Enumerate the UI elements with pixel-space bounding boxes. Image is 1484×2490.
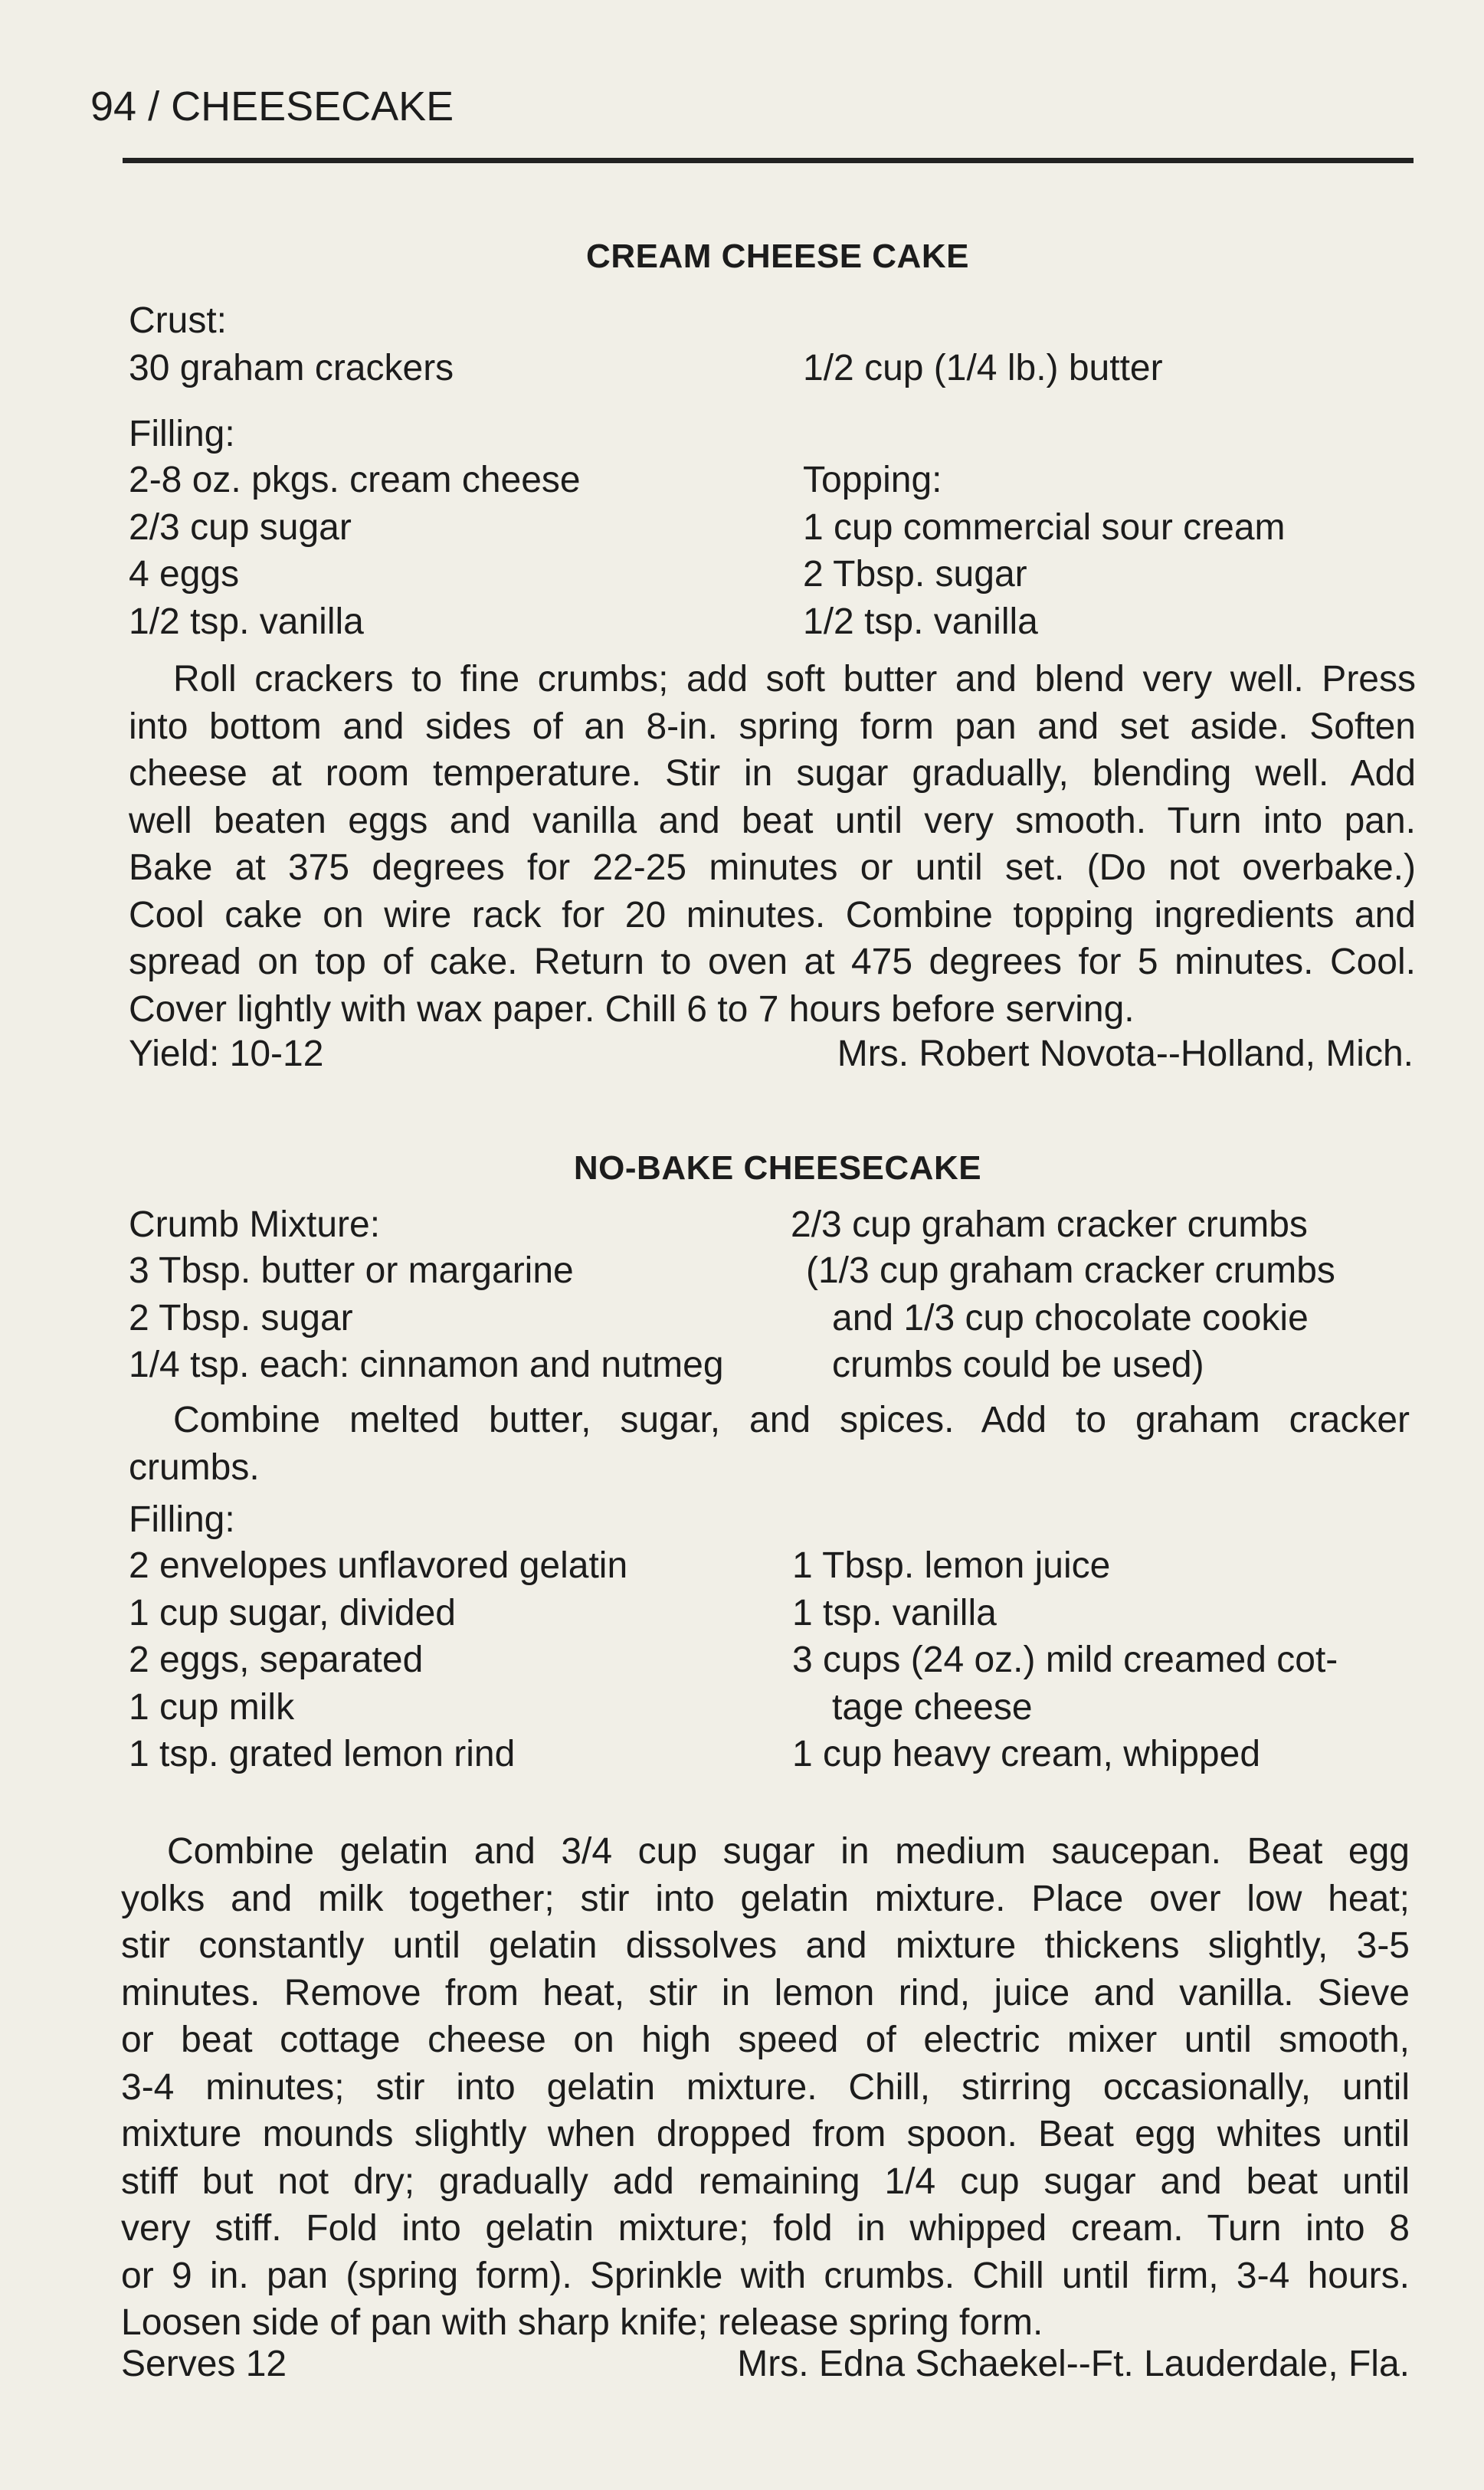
recipe1-crust-item: 1/2 cup (1/4 lb.) butter — [803, 348, 1163, 388]
recipe2-directions-line: or beat cottage cheese on high speed of electric mixer until smooth, — [121, 2020, 1410, 2060]
recipe2-filling-item: 2 envelopes unflavored gelatin — [129, 1545, 628, 1586]
recipe1-directions-line: Bake at 375 degrees for 22-25 minutes or until set. (Do not overbake.) — [129, 847, 1416, 888]
recipe1-filling-item: 2-8 oz. pkgs. cream cheese — [129, 460, 581, 500]
recipe2-filling-item: 1 tsp. grated lemon rind — [129, 1734, 516, 1774]
recipe2-directions — [121, 1828, 1410, 2347]
recipe1-topping-item: 1/2 tsp. vanilla — [803, 601, 1038, 642]
recipe2-filling-item: 1 cup sugar, divided — [129, 1593, 456, 1633]
recipe2-directions-line: Loosen side of pan with sharp knife; release spring form. — [121, 2302, 1043, 2343]
recipe2-filling-item: 1 tsp. vanilla — [792, 1593, 997, 1633]
recipe2-contributor: Mrs. Edna Schaekel--Ft. Lauderdale, Fla. — [737, 2344, 1410, 2384]
recipe2-filling-item: tage cheese — [832, 1687, 1033, 1728]
recipe1-yield: Yield: 10-12 — [129, 1034, 324, 1074]
recipe1-title: CREAM CHEESE CAKE — [586, 238, 969, 275]
recipe2-serves: Serves 12 — [121, 2344, 287, 2384]
recipe1-filling-item: 1/2 tsp. vanilla — [129, 601, 364, 642]
recipe2-crumb-item: 3 Tbsp. butter or margarine — [129, 1250, 574, 1291]
recipe2-directions-line: 3-4 minutes; stir into gelatin mixture. Chill, stirring occasionally, until — [121, 2066, 1410, 2108]
recipe2-crumb-label: Crumb Mixture: — [129, 1204, 381, 1245]
recipe2-crumb-directions-line: Combine melted butter, sugar, and spices. Add to graham cracker — [173, 1400, 1410, 1440]
recipe1-directions-line: Cool cake on wire rack for 20 minutes. Combine topping ingredients and — [129, 894, 1416, 935]
recipe2-crumb-item: (1/3 cup graham cracker crumbs — [806, 1250, 1335, 1291]
recipe2-title: NO-BAKE CHEESECAKE — [573, 1149, 982, 1187]
recipe1-directions-line: spread on top of cake. Return to oven at 475 degrees for 5 minutes. Cool. — [129, 942, 1416, 982]
recipe2-crumb-item: 2 Tbsp. sugar — [129, 1298, 353, 1338]
recipe2-directions-line: yolks and milk together; stir into gelatin mixture. Place over low heat; — [121, 1878, 1410, 1919]
recipe2-crumb-item: and 1/3 cup chocolate cookie — [832, 1298, 1309, 1338]
recipe2-filling-item: 1 Tbsp. lemon juice — [792, 1545, 1111, 1586]
recipe1-directions-line: Cover lightly with wax paper. Chill 6 to 7 hours before serving. — [129, 988, 1135, 1030]
recipe2-directions-line: mixture mounds slightly when dropped from spoon. Beat egg whites until — [121, 2114, 1410, 2154]
recipe1-crust-item: 30 graham crackers — [129, 348, 454, 388]
recipe1-contributor: Mrs. Robert Novota--Holland, Mich. — [837, 1034, 1414, 1074]
recipe2-crumb-item: 2/3 cup graham cracker crumbs — [791, 1204, 1308, 1245]
recipe1-directions-line: well beaten eggs and vanilla and beat until very smooth. Turn into pan. — [129, 800, 1416, 841]
recipe2-directions-line: stir constantly until gelatin dissolves and mixture thickens slightly, 3-5 — [121, 1925, 1410, 1966]
recipe1-topping-item: 2 Tbsp. sugar — [803, 554, 1027, 595]
recipe2-crumb-item: 1/4 tsp. each: cinnamon and nutmeg — [129, 1345, 724, 1385]
recipe1-topping-label: Topping: — [803, 460, 942, 500]
recipe2-crumb-item: crumbs could be used) — [832, 1345, 1204, 1385]
recipe2-crumb-directions-line: crumbs. — [129, 1446, 260, 1488]
recipe1-filling-label: Filling: — [129, 414, 235, 454]
recipe2-directions-line: Combine gelatin and 3/4 cup sugar in medium saucepan. Beat egg — [167, 1831, 1410, 1872]
recipe2-filling-label: Filling: — [129, 1499, 235, 1540]
recipe2-filling-item: 2 eggs, separated — [129, 1640, 424, 1680]
header-rule — [123, 158, 1414, 163]
recipe2-filling-item: 1 cup heavy cream, whipped — [792, 1734, 1261, 1774]
recipe1-directions — [129, 656, 1416, 1033]
recipe1-topping-item: 1 cup commercial sour cream — [803, 507, 1286, 548]
recipe1-crust-label: Crust: — [129, 300, 228, 341]
recipe2-directions-line: or 9 in. pan (spring form). Sprinkle with crumbs. Chill until firm, 3-4 hours. — [121, 2255, 1410, 2296]
recipe1-directions-line: Roll crackers to fine crumbs; add soft butter and blend very well. Press — [173, 659, 1416, 699]
recipe1-directions-line: cheese at room temperature. Stir in sugar gradually, blending well. Add — [129, 753, 1416, 794]
recipe1-filling-item: 2/3 cup sugar — [129, 507, 352, 548]
recipe2-directions-line: very stiff. Fold into gelatin mixture; fold in whipped cream. Turn into 8 — [121, 2208, 1410, 2249]
recipe1-filling-item: 4 eggs — [129, 554, 240, 595]
recipe2-filling-item: 3 cups (24 oz.) mild creamed cot- — [792, 1640, 1338, 1680]
recipe2-crumb-directions — [129, 1397, 1410, 1491]
running-head: 94 / CHEESECAKE — [90, 84, 454, 129]
recipe1-directions-line: into bottom and sides of an 8-in. spring form pan and set aside. Soften — [129, 706, 1416, 747]
recipe2-directions-line: minutes. Remove from heat, stir in lemon rind, juice and vanilla. Sieve — [121, 1972, 1410, 2013]
recipe2-directions-line: stiff but not dry; gradually add remaining 1/4 cup sugar and beat until — [121, 2161, 1410, 2202]
recipe2-filling-item: 1 cup milk — [129, 1687, 295, 1728]
